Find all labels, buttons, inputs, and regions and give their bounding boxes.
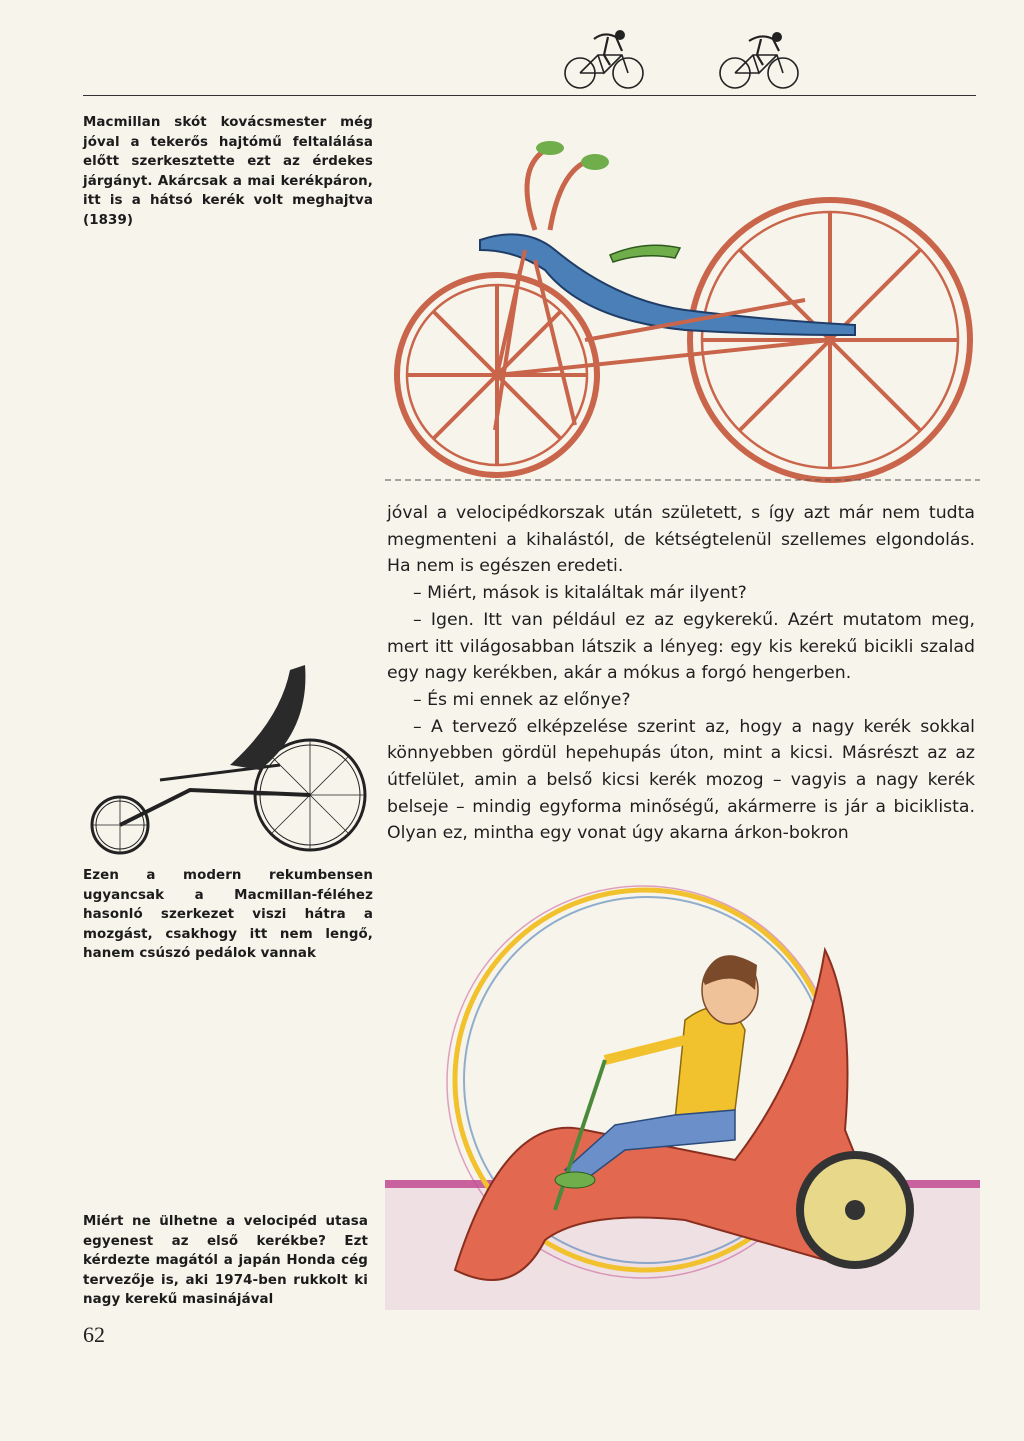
cyclist-icon (715, 25, 805, 90)
caption-recumbent: Ezen a modern rekumbensen ugyancsak a Macmillan-féléhez hasonló szerkezet viszi hátra a mozgást, csakhogy itt nem lengő, hanem csúszó pedálok vannak (83, 868, 373, 961)
cyclist-icon (560, 25, 650, 90)
honda-monowheel-illustration (385, 880, 980, 1320)
paragraph: – A tervező elképzelése szerint az, hogy a nagy kerék sokkal könnyebben gördül hepehupás úton, mint a kicsi. Másrészt az az útfelület, amin a belső kicsi kerék mozog – vagyis a nagy kerék belseje – mindig egyforma minőségű, akármerre is jár a biciklista. Olyan ez, mintha egy vonat úgy akarna árkon-bokron (387, 716, 975, 844)
header-rule (83, 95, 976, 96)
paragraph: – Miért, mások is kitaláltak már ilyent? (413, 583, 747, 604)
paragraph: – Igen. Itt van például ez az egykerekű. Azért mutatom meg, mert itt világosabban látszik a lényeg: egy kis kerekű bicikli szalad egy nagy kerékben, akár a mókus a forgó hengerben. (387, 609, 975, 684)
recumbent-bike-illustration (80, 660, 380, 860)
page-number: 62 (83, 1322, 105, 1347)
paragraph: – És mi ennek az előnye? (413, 689, 631, 710)
body-text (387, 500, 975, 847)
paragraph: jóval a velocipédkorszak után született, s így azt már nem tudta megmenteni a kihalástól, de kétségtelenül szellemes elgondolás. Ha nem is egészen eredeti. (387, 503, 975, 577)
caption-macmillan: Macmillan skót kovácsmester még jóval a tekerős hajtómű feltalálása előtt szerkesztette ezt az érdekes járgányt. Akárcsak a mai kerékpáron, itt is a hátsó kerék volt meghajtva (1839) (83, 115, 373, 228)
caption-honda: Miért ne ülhetne a velocipéd utasa egyenest az első kerékbe? Ezt kérdezte magától a japán Honda cég tervezője is, aki 1974-ben rukkolt ki nagy kerekű masinájával (83, 1214, 368, 1307)
macmillan-velocipede-illustration (385, 130, 980, 490)
